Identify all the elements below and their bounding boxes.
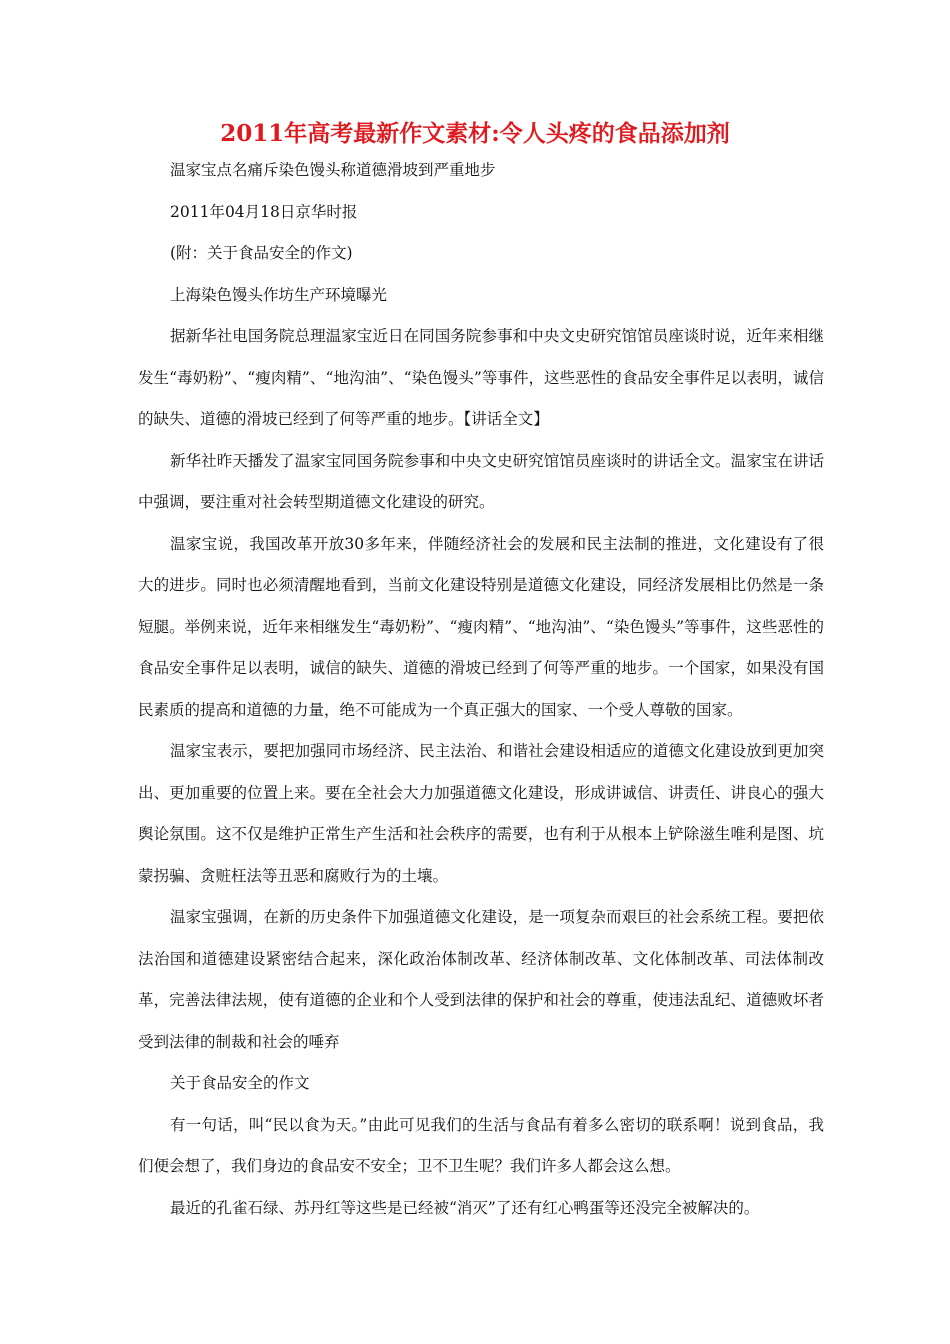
body-paragraph: 新华社昨天播发了温家宝同国务院参事和中央文史研究馆馆员座谈时的讲话全文。温家宝在讲话中强调，要注重对社会转型期道德文化建设的研究。 — [138, 451, 824, 511]
body-paragraph: 最近的孔雀石绿、苏丹红等这些是已经被“消灭”了还有红心鸭蛋等还没完全被解决的。 — [170, 1198, 760, 1217]
heading-paragraph: 上海染色馒头作坊生产环境曝光 — [170, 285, 388, 304]
subtitle-paragraph: 温家宝点名痛斥染色馒头称道德滑坡到严重地步 — [170, 161, 496, 179]
essay-heading-paragraph: 关于食品安全的作文 — [170, 1074, 310, 1092]
appendix-note-paragraph: (附：关于食品安全的作文) — [170, 244, 353, 262]
document-title: 2011年高考最新作文素材:令人头疼的食品添加剂 — [220, 120, 730, 147]
body-paragraph: 温家宝表示，要把加强同市场经济、民主法治、和谐社会建设相适应的道德文化建设放到更加突出、更加重要的位置上来。要在全社会大力加强道德文化建设，形成讲诚信、讲责任、讲良心的强大舆论氛围。这不仅是维护正常生产生活和社会秩序的需要，也有利于从根本上铲除滋生唯利是图、坑蒙拐骗、贪赃枉法等丑恶和腐败行为的土壤。 — [138, 742, 824, 885]
body-paragraph: 温家宝说，我国改革开放30多年来，伴随经济社会的发展和民主法制的推进，文化建设有了很大的进步。同时也必须清醒地看到，当前文化建设特别是道德文化建设，同经济发展相比仍然是一条短腿。举例来说，近年来相继发生“毒奶粉”、“瘦肉精”、“地沟油”、“染色馒头”等事件，这些恶性的食品安全事件足以表明，诚信的缺失、道德的滑坡已经到了何等严重的地步。一个国家，如果没有国民素质的提高和道德的力量，绝不可能成为一个真正强大的国家、一个受人尊敬的国家。 — [138, 534, 824, 719]
body-paragraph: 据新华社电国务院总理温家宝近日在同国务院参事和中央文史研究馆馆员座谈时说，近年来相继发生“毒奶粉”、“瘦肉精”、“地沟油”、“染色馒头”等事件，这些恶性的食品安全事件足以表明，诚信的缺失、道德的滑坡已经到了何等严重的地步。【讲话全文】 — [138, 327, 824, 428]
body-paragraph: 有一句话，叫“民以食为天。”由此可见我们的生活与食品有着多么密切的联系啊！说到食品，我们便会想了，我们身边的食品安不安全；卫不卫生呢？我们许多人都会这么想。 — [138, 1115, 824, 1175]
body-paragraph: 温家宝强调，在新的历史条件下加强道德文化建设，是一项复杂而艰巨的社会系统工程。要把依法治国和道德建设紧密结合起来，深化政治体制改革、经济体制改革、文化体制改革、司法体制改革，完善法律法规，使有道德的企业和个人受到法律的保护和社会的尊重，使违法乱纪、道德败坏者受到法律的制裁和社会的唾弃 — [138, 908, 824, 1051]
document-body — [138, 150, 824, 1229]
date-source-paragraph: 2011年04月18日京华时报 — [170, 202, 358, 221]
